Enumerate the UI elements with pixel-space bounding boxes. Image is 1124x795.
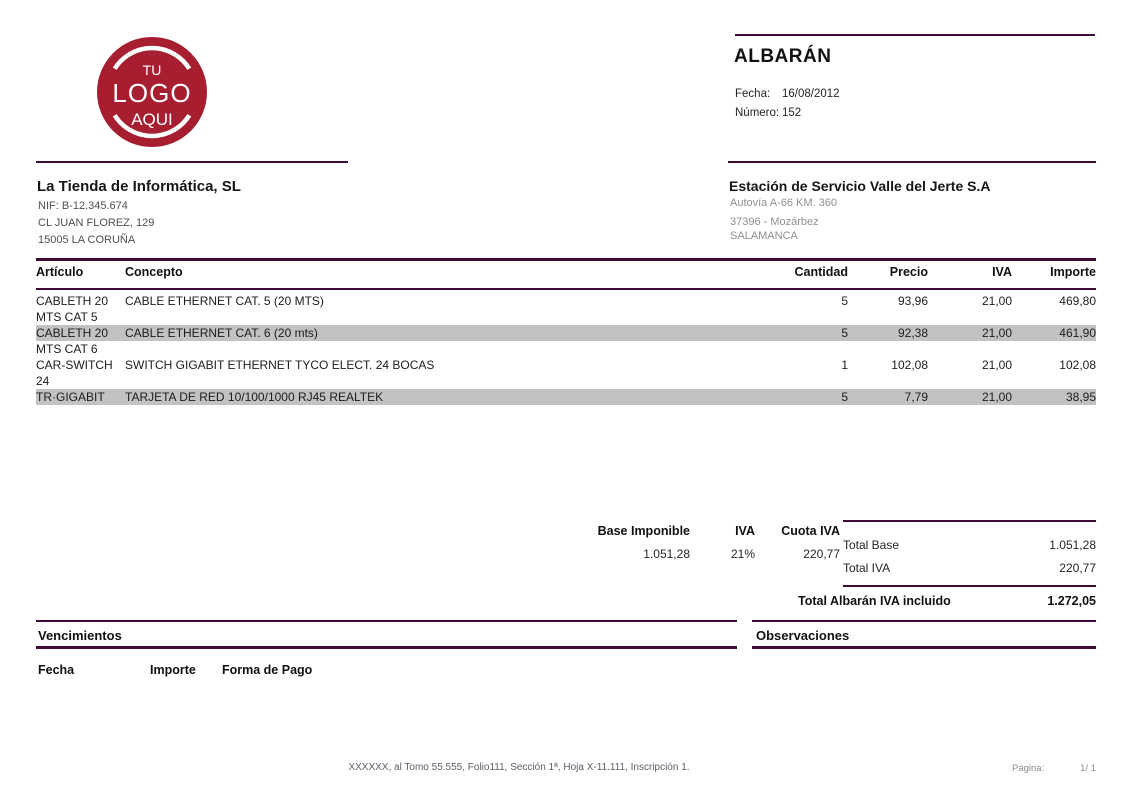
venc-fecha-header: Fecha: [38, 663, 75, 677]
page-label: Página:: [1012, 763, 1045, 774]
table-row-wrap: [36, 373, 1096, 389]
item-precio: 102,08: [891, 358, 928, 372]
logo-text-logo: LOGO: [112, 78, 192, 108]
total-iva-label: Total IVA: [843, 561, 891, 575]
cuota-iva-value: 220,77: [803, 547, 840, 561]
col-cantidad: Cantidad: [794, 265, 848, 279]
table-row-wrap: [36, 341, 1096, 357]
numero-value: 152: [782, 107, 802, 119]
venc-importe-header: Importe: [150, 663, 196, 677]
item-articulo: CABLETH 20: [36, 326, 109, 340]
table-header-rule: [36, 288, 1096, 290]
cuota-iva-label: Cuota IVA: [781, 524, 840, 538]
page-value: 1/ 1: [1080, 763, 1096, 774]
customer-address-1: Autovía A-66 KM. 360: [730, 197, 838, 209]
company-logo: [97, 37, 207, 147]
grand-total-label: Total Albarán IVA incluido: [798, 594, 951, 608]
item-articulo-wrap: MTS CAT 6: [36, 342, 98, 356]
col-concepto: Concepto: [125, 265, 183, 279]
grand-total-row: [798, 594, 1096, 608]
col-importe: Importe: [1050, 265, 1096, 279]
item-importe: 461,90: [1059, 326, 1096, 340]
venc-forma-header: Forma de Pago: [222, 663, 313, 677]
fecha-label: Fecha:: [735, 88, 771, 100]
customer-address-3: SALAMANCA: [730, 230, 798, 242]
tax-summary-values: [400, 547, 840, 561]
seller-address-1: CL JUAN FLOREZ, 129: [38, 217, 155, 229]
table-row: [36, 293, 1096, 309]
items-table-header: [36, 265, 1096, 279]
item-precio: 7,79: [904, 390, 928, 404]
base-imponible-label: Base Imponible: [597, 524, 690, 538]
seller-address-2: 15005 LA CORUÑA: [38, 234, 136, 246]
item-articulo: CABLETH 20: [36, 294, 109, 308]
totals-top-rule: [843, 520, 1096, 522]
observaciones-title: Observaciones: [756, 628, 850, 643]
logo-text-tu: TU: [142, 62, 162, 78]
vencimientos-title: Vencimientos: [38, 628, 122, 643]
table-row-wrap: [36, 309, 1096, 325]
item-cantidad: 1: [841, 358, 848, 372]
fecha-row: [735, 88, 840, 100]
title-rule: [735, 34, 1095, 36]
item-iva: 21,00: [981, 326, 1012, 340]
item-precio: 92,38: [897, 326, 928, 340]
document-title: ALBARÁN: [734, 46, 832, 67]
col-iva: IVA: [992, 265, 1012, 279]
grand-total-value: 1.272,05: [1047, 594, 1096, 608]
table-row: [36, 389, 1096, 405]
vencimientos-top-rule: [36, 620, 737, 622]
registry-footer-text: XXXXXX, al Tomo 55.555, Folio111, Sección 1ª, Hoja X-11.111, Inscripción 1.: [348, 762, 690, 773]
iva-pct-label: IVA: [735, 524, 755, 538]
total-iva-row: [843, 561, 1096, 575]
total-iva-value: 220,77: [1059, 561, 1096, 575]
total-base-value: 1.051,28: [1049, 538, 1096, 552]
item-iva: 21,00: [981, 390, 1012, 404]
table-top-rule: [36, 258, 1096, 261]
item-cantidad: 5: [841, 390, 848, 404]
base-imponible-value: 1.051,28: [643, 547, 690, 561]
total-base-row: [843, 538, 1096, 552]
item-articulo: CAR-SWITCH: [36, 358, 113, 372]
vencimientos-bottom-rule: [36, 646, 737, 649]
table-row: [36, 325, 1096, 341]
numero-row: [735, 107, 801, 119]
item-concepto: SWITCH GIGABIT ETHERNET TYCO ELECT. 24 BOCAS: [125, 358, 435, 372]
table-row: [36, 357, 1096, 373]
customer-name: Estación de Servicio Valle del Jerte S.A: [729, 178, 991, 194]
customer-rule: [728, 161, 1096, 163]
customer-address-2: 37396 - Mozárbez: [730, 216, 819, 228]
total-base-label: Total Base: [843, 538, 900, 552]
seller-rule: [36, 161, 348, 163]
items-rows: [36, 293, 1096, 405]
seller-nif: NIF: B-12.345.674: [38, 200, 128, 212]
logo-text-aqui: AQUI: [131, 110, 173, 129]
totals-mid-rule: [843, 585, 1096, 587]
item-articulo-wrap: MTS CAT 5: [36, 310, 98, 324]
item-precio: 93,96: [897, 294, 928, 308]
item-iva: 21,00: [981, 294, 1012, 308]
seller-name: La Tienda de Informática, SL: [37, 178, 241, 195]
item-cantidad: 5: [841, 294, 848, 308]
page-indicator: [1012, 763, 1096, 774]
item-concepto: TARJETA DE RED 10/100/1000 RJ45 REALTEK: [125, 390, 384, 404]
fecha-value: 16/08/2012: [782, 88, 840, 100]
item-concepto: CABLE ETHERNET CAT. 5 (20 MTS): [125, 294, 324, 308]
observaciones-top-rule: [752, 620, 1096, 622]
numero-label: Número:: [735, 107, 780, 119]
observaciones-bottom-rule: [752, 646, 1096, 649]
item-articulo: TR·GIGABIT: [36, 390, 105, 404]
item-cantidad: 5: [841, 326, 848, 340]
item-importe: 38,95: [1065, 390, 1096, 404]
tax-summary-header: [400, 524, 840, 538]
iva-pct-value: 21%: [730, 547, 755, 561]
item-concepto: CABLE ETHERNET CAT. 6 (20 mts): [125, 326, 318, 340]
item-importe: 102,08: [1059, 358, 1096, 372]
item-importe: 469,80: [1059, 294, 1096, 308]
item-iva: 21,00: [981, 358, 1012, 372]
item-articulo-wrap: 24: [36, 374, 50, 388]
col-precio: Precio: [889, 265, 928, 279]
col-articulo: Artículo: [36, 265, 84, 279]
